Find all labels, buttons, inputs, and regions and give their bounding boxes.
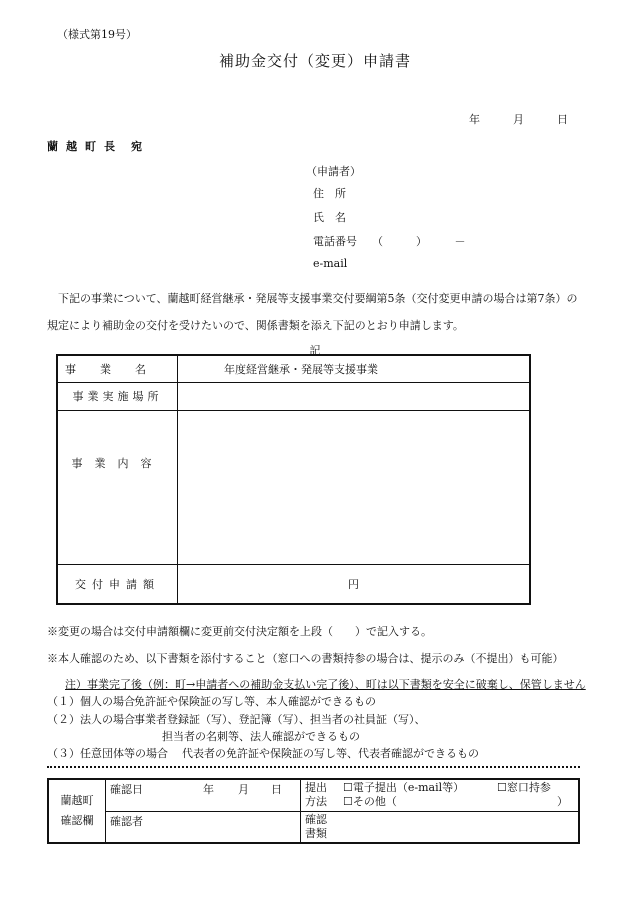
location-label: 事業実施場所 <box>57 382 178 410</box>
option-other-close: ） <box>557 795 568 808</box>
option-other[interactable]: ☐その他（ <box>343 795 397 808</box>
business-name-label: 事業名 <box>57 355 178 382</box>
cut-line <box>47 766 580 768</box>
amount-value[interactable] <box>178 564 531 604</box>
location-value[interactable] <box>178 382 531 410</box>
docs-label-2: 書類 <box>305 826 327 840</box>
table-row <box>57 564 530 604</box>
page-title: 補助金交付（変更）申請書 <box>218 52 411 70</box>
form-number: （様式第19号） <box>57 28 137 41</box>
group-label: （３）任意団体等の場合 <box>47 747 168 760</box>
applicant-phone-format: （ ） － <box>372 235 466 248</box>
confirm-month: 月 <box>238 783 249 796</box>
submit-label-1: 提出 <box>305 781 327 794</box>
ki-mark: 記 <box>309 344 321 357</box>
individual-text: 免許証や保険証の写し等、本人確認ができるもの <box>134 695 376 708</box>
note-individual <box>47 693 376 709</box>
confirm-day: 日 <box>271 783 282 796</box>
applicant-phone <box>313 233 466 249</box>
applicant-email-label: e-mail <box>313 257 348 270</box>
note-after: 注）事業完了後（例：町→申請者への補助金支払い完了後）、町は以下書類を安全に破棄し、保管しません <box>65 678 586 691</box>
submit-label-2: 方法 <box>305 795 327 808</box>
town-confirm-label <box>48 779 106 843</box>
table-row <box>57 382 530 410</box>
town-line-2: 確認欄 <box>60 814 94 827</box>
amount-unit: 円 <box>348 577 359 591</box>
note-group <box>47 745 479 761</box>
applicant-address-label: 住 所 <box>313 187 346 200</box>
corp-text-2: 担当者の名刺等、法人確認ができるもの <box>162 730 360 743</box>
applicant-header: （申請者） <box>306 165 361 178</box>
applicant-name-label: 氏 名 <box>313 211 346 224</box>
content-value[interactable] <box>178 410 531 564</box>
office-confirmation-table <box>47 778 580 844</box>
confirmer-cell[interactable] <box>106 811 301 843</box>
date-month: 月 <box>513 113 524 126</box>
confirm-date-cell[interactable] <box>106 779 301 811</box>
date-line <box>469 111 568 127</box>
corp-label: （２）法人の場合 <box>47 713 135 726</box>
option-window[interactable]: ☐窓口持参 <box>497 781 551 794</box>
business-name-value[interactable]: 年度経営継承・発展等支援事業 <box>178 355 531 382</box>
application-table <box>56 354 531 605</box>
confirm-date-label: 確認日 <box>110 783 143 796</box>
amount-label: 交付申請額 <box>57 564 178 604</box>
addressee <box>47 138 142 154</box>
applicant-phone-label: 電話番号 <box>313 235 357 248</box>
docs-label-1: 確認 <box>305 812 327 826</box>
corp-text-1: 事業者登録証（写）、登記簿（写）、担当者の社員証（写）、 <box>134 713 426 726</box>
note-change: ※変更の場合は交付申請額欄に変更前交付決定額を上段（ ）で記入する。 <box>47 625 432 638</box>
addressee-name: 蘭越町長 <box>47 140 123 153</box>
option-email[interactable]: ☐電子提出（e-mail等） <box>343 781 465 794</box>
body-line-1: 下記の事業について、蘭越町経営継承・発展等支援事業交付要綱第5条（交付変更申請の場合は第7条）の <box>58 292 578 305</box>
addressee-honorific: 宛 <box>131 140 142 153</box>
confirm-year: 年 <box>203 783 214 796</box>
town-line-1: 蘭越町 <box>60 794 94 807</box>
body-line-2: 規定により補助金の交付を受けたいので、関係書類を添え下記のとおり申請します。 <box>47 319 464 332</box>
note-corp <box>47 711 426 727</box>
submit-method-cell <box>301 779 580 811</box>
individual-label: （１）個人の場合 <box>47 695 135 708</box>
date-year: 年 <box>469 113 480 126</box>
date-day: 日 <box>557 113 568 126</box>
table-row <box>48 779 579 811</box>
table-row <box>48 811 579 843</box>
docs-cell[interactable] <box>301 811 580 843</box>
group-text: 代表者の免許証や保険証の写し等、代表者確認ができるもの <box>182 747 479 760</box>
note-identity: ※本人確認のため、以下書類を添付すること（窓口への書類持参の場合は、提示のみ（不提出）も可能） <box>47 652 564 665</box>
content-label: 事業内容 <box>57 410 178 564</box>
table-row <box>57 355 530 382</box>
confirmer-label: 確認者 <box>110 814 143 828</box>
table-row <box>57 410 530 564</box>
